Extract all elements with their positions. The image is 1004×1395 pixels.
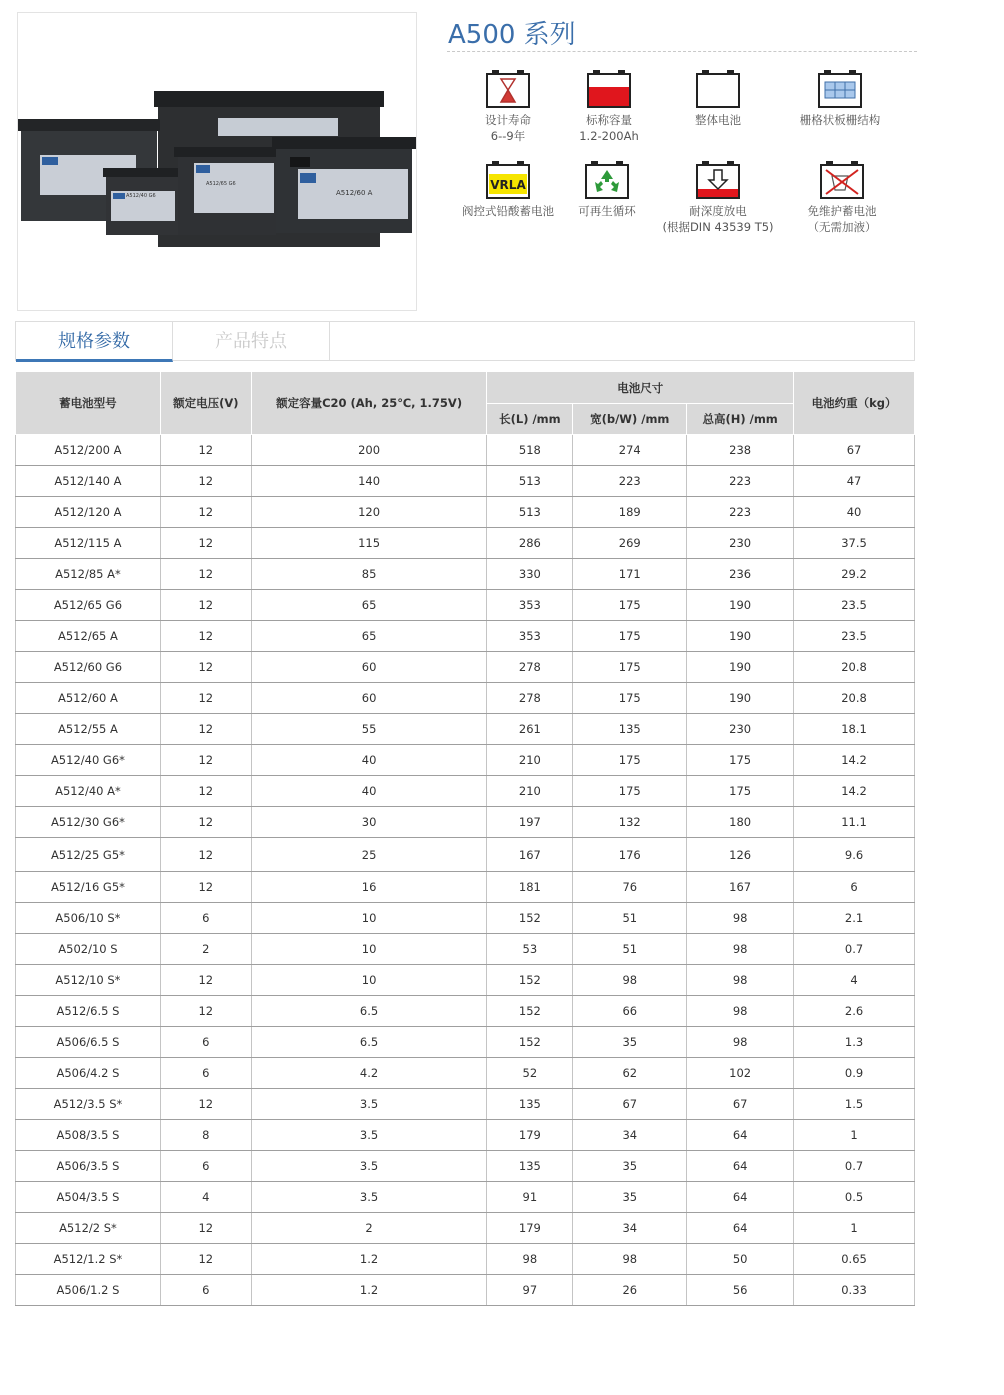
table-row — [16, 934, 915, 965]
cell-length: 210 — [487, 745, 573, 776]
page-title: A500 系列 — [448, 20, 576, 50]
cell-capacity: 40 — [251, 745, 487, 776]
cell-height: 98 — [687, 934, 794, 965]
hourglass-battery-icon — [484, 69, 532, 109]
cell-length: 330 — [487, 559, 573, 590]
table-row — [16, 965, 915, 996]
cell-height: 98 — [687, 903, 794, 934]
table-row — [16, 745, 915, 776]
table-row — [16, 435, 915, 466]
cell-width: 35 — [573, 1027, 687, 1058]
cell-voltage: 6 — [160, 903, 251, 934]
cell-model: A512/3.5 S* — [16, 1089, 161, 1120]
feature-monobloc — [658, 69, 778, 128]
header-dimensions: 电池尺寸 — [487, 372, 794, 404]
cell-capacity: 140 — [251, 466, 487, 497]
cell-length: 152 — [487, 1027, 573, 1058]
cell-weight: 1.3 — [794, 1027, 915, 1058]
battery-label-medium: A512/65 G6 — [206, 181, 236, 187]
cell-voltage: 12 — [160, 872, 251, 903]
feature-deep-discharge — [658, 160, 778, 235]
cell-length: 513 — [487, 497, 573, 528]
cell-voltage: 4 — [160, 1182, 251, 1213]
cell-width: 67 — [573, 1089, 687, 1120]
cell-capacity: 1.2 — [251, 1275, 487, 1306]
cell-capacity: 6.5 — [251, 1027, 487, 1058]
cell-weight: 14.2 — [794, 776, 915, 807]
cell-voltage: 12 — [160, 559, 251, 590]
header-height: 总高(H) /mm — [687, 404, 794, 435]
tab-bar — [15, 321, 915, 361]
cell-height: 64 — [687, 1213, 794, 1244]
feature-design-life-label: 设计寿命 — [485, 113, 531, 127]
cell-width: 175 — [573, 590, 687, 621]
cell-width: 98 — [573, 965, 687, 996]
table-row — [16, 1182, 915, 1213]
cell-weight: 9.6 — [794, 838, 915, 872]
cell-voltage: 12 — [160, 528, 251, 559]
feature-capacity-value: 1.2-200Ah — [579, 129, 639, 143]
cell-length: 181 — [487, 872, 573, 903]
cell-voltage: 12 — [160, 683, 251, 714]
cell-model: A506/1.2 S — [16, 1275, 161, 1306]
cell-length: 91 — [487, 1182, 573, 1213]
cell-model: A512/30 G6* — [16, 807, 161, 838]
cell-capacity: 25 — [251, 838, 487, 872]
cell-model: A512/65 A — [16, 621, 161, 652]
table-row — [16, 1120, 915, 1151]
header-capacity: 额定容量C20 (Ah, 25℃, 1.75V) — [251, 372, 487, 435]
cell-voltage: 12 — [160, 714, 251, 745]
vrla-battery-icon — [484, 160, 532, 200]
cell-model: A512/40 G6* — [16, 745, 161, 776]
cell-weight: 0.65 — [794, 1244, 915, 1275]
cell-weight: 6 — [794, 872, 915, 903]
table-row — [16, 872, 915, 903]
cell-height: 175 — [687, 745, 794, 776]
cell-length: 261 — [487, 714, 573, 745]
cell-capacity: 10 — [251, 903, 487, 934]
table-row — [16, 1027, 915, 1058]
cell-model: A512/65 G6 — [16, 590, 161, 621]
cell-weight: 0.7 — [794, 1151, 915, 1182]
cell-voltage: 12 — [160, 776, 251, 807]
cell-model: A512/200 A — [16, 435, 161, 466]
cell-width: 66 — [573, 996, 687, 1027]
cell-height: 98 — [687, 965, 794, 996]
cell-height: 223 — [687, 466, 794, 497]
spec-table — [15, 371, 915, 1306]
tab-specs[interactable]: 规格参数 — [16, 322, 173, 362]
cell-length: 353 — [487, 590, 573, 621]
cell-height: 56 — [687, 1275, 794, 1306]
cell-capacity: 85 — [251, 559, 487, 590]
cell-height: 223 — [687, 497, 794, 528]
battery-label-small: A512/40 G6 — [126, 193, 156, 199]
cell-height: 98 — [687, 1027, 794, 1058]
cell-width: 51 — [573, 934, 687, 965]
cell-model: A506/6.5 S — [16, 1027, 161, 1058]
cell-weight: 1 — [794, 1213, 915, 1244]
cell-capacity: 65 — [251, 590, 487, 621]
deep-discharge-battery-icon — [694, 160, 742, 200]
cell-weight: 2.6 — [794, 996, 915, 1027]
cell-length: 152 — [487, 965, 573, 996]
header-length: 长(L) /mm — [487, 404, 573, 435]
title-divider — [447, 51, 917, 52]
tab-features[interactable]: 产品特点 — [173, 322, 330, 361]
cell-length: 135 — [487, 1151, 573, 1182]
grid-plate-battery-icon — [816, 69, 864, 109]
cell-height: 67 — [687, 1089, 794, 1120]
cell-model: A512/10 S* — [16, 965, 161, 996]
cell-length: 278 — [487, 683, 573, 714]
cell-height: 190 — [687, 683, 794, 714]
cell-height: 102 — [687, 1058, 794, 1089]
cell-length: 98 — [487, 1244, 573, 1275]
cell-weight: 29.2 — [794, 559, 915, 590]
cell-voltage: 12 — [160, 497, 251, 528]
cell-capacity: 3.5 — [251, 1151, 487, 1182]
cell-height: 230 — [687, 528, 794, 559]
feature-design-life-value: 6--9年 — [490, 129, 526, 143]
cell-model: A512/1.2 S* — [16, 1244, 161, 1275]
cell-voltage: 12 — [160, 965, 251, 996]
cell-model: A504/3.5 S — [16, 1182, 161, 1213]
cell-width: 175 — [573, 745, 687, 776]
cell-voltage: 8 — [160, 1120, 251, 1151]
cell-model: A512/60 A — [16, 683, 161, 714]
cell-capacity: 200 — [251, 435, 487, 466]
cell-width: 26 — [573, 1275, 687, 1306]
cell-height: 175 — [687, 776, 794, 807]
cell-capacity: 120 — [251, 497, 487, 528]
cell-voltage: 12 — [160, 807, 251, 838]
cell-model: A512/25 G5* — [16, 838, 161, 872]
table-row — [16, 1244, 915, 1275]
cell-capacity: 3.5 — [251, 1089, 487, 1120]
cell-model: A512/85 A* — [16, 559, 161, 590]
table-row — [16, 683, 915, 714]
cell-length: 97 — [487, 1275, 573, 1306]
cell-length: 53 — [487, 934, 573, 965]
cell-model: A512/40 A* — [16, 776, 161, 807]
cell-capacity: 115 — [251, 528, 487, 559]
cell-weight: 67 — [794, 435, 915, 466]
recycle-battery-icon — [583, 160, 631, 200]
cell-height: 64 — [687, 1151, 794, 1182]
table-row — [16, 903, 915, 934]
feature-maintenance-free-label: 免维护蓄电池 — [807, 204, 877, 218]
cell-capacity: 16 — [251, 872, 487, 903]
cell-model: A502/10 S — [16, 934, 161, 965]
cell-length: 513 — [487, 466, 573, 497]
cell-voltage: 6 — [160, 1027, 251, 1058]
cell-model: A512/120 A — [16, 497, 161, 528]
cell-width: 51 — [573, 903, 687, 934]
cell-voltage: 12 — [160, 1089, 251, 1120]
cell-model: A512/2 S* — [16, 1213, 161, 1244]
cell-voltage: 6 — [160, 1151, 251, 1182]
cell-length: 197 — [487, 807, 573, 838]
cell-capacity: 30 — [251, 807, 487, 838]
cell-weight: 37.5 — [794, 528, 915, 559]
cell-model: A506/3.5 S — [16, 1151, 161, 1182]
cell-width: 35 — [573, 1182, 687, 1213]
table-row — [16, 1275, 915, 1306]
battery-label-large: A512/60 A — [336, 189, 373, 197]
cell-weight: 1.5 — [794, 1089, 915, 1120]
cell-height: 50 — [687, 1244, 794, 1275]
feature-recycle — [547, 160, 667, 219]
cell-width: 189 — [573, 497, 687, 528]
spec-table-body — [16, 435, 915, 1306]
cell-weight: 0.33 — [794, 1275, 915, 1306]
cell-height: 180 — [687, 807, 794, 838]
feature-vrla-label: 阀控式铅酸蓄电池 — [462, 204, 554, 218]
cell-weight: 11.1 — [794, 807, 915, 838]
cell-weight: 1 — [794, 1120, 915, 1151]
header-voltage: 额定电压(V) — [160, 372, 251, 435]
cell-capacity: 60 — [251, 652, 487, 683]
cell-voltage: 2 — [160, 934, 251, 965]
table-row — [16, 1151, 915, 1182]
table-row — [16, 838, 915, 872]
cell-capacity: 3.5 — [251, 1120, 487, 1151]
cell-length: 152 — [487, 996, 573, 1027]
capacity-battery-icon — [585, 69, 633, 109]
feature-grid-plate — [780, 69, 900, 128]
cell-capacity: 40 — [251, 776, 487, 807]
cell-capacity: 1.2 — [251, 1244, 487, 1275]
cell-width: 269 — [573, 528, 687, 559]
cell-height: 190 — [687, 652, 794, 683]
feature-capacity-label: 标称容量 — [586, 113, 632, 127]
feature-deep-discharge-note: (根据DIN 43539 T5) — [662, 220, 774, 234]
battery-group-illustration — [18, 13, 417, 311]
cell-width: 175 — [573, 776, 687, 807]
table-row — [16, 528, 915, 559]
cell-width: 76 — [573, 872, 687, 903]
table-row — [16, 1089, 915, 1120]
cell-length: 167 — [487, 838, 573, 872]
cell-width: 34 — [573, 1120, 687, 1151]
cell-voltage: 12 — [160, 621, 251, 652]
cell-length: 210 — [487, 776, 573, 807]
cell-height: 167 — [687, 872, 794, 903]
feature-maintenance-free-note: （无需加液） — [807, 220, 877, 234]
cell-model: A512/140 A — [16, 466, 161, 497]
table-row — [16, 559, 915, 590]
cell-weight: 0.7 — [794, 934, 915, 965]
feature-monobloc-label: 整体电池 — [695, 113, 741, 127]
cell-length: 135 — [487, 1089, 573, 1120]
cell-weight: 18.1 — [794, 714, 915, 745]
table-row — [16, 497, 915, 528]
cell-height: 230 — [687, 714, 794, 745]
table-row — [16, 652, 915, 683]
cell-length: 518 — [487, 435, 573, 466]
cell-capacity: 6.5 — [251, 996, 487, 1027]
table-row — [16, 1058, 915, 1089]
cell-width: 175 — [573, 652, 687, 683]
cell-height: 64 — [687, 1120, 794, 1151]
cell-voltage: 12 — [160, 745, 251, 776]
cell-voltage: 12 — [160, 1213, 251, 1244]
cell-weight: 2.1 — [794, 903, 915, 934]
cell-length: 179 — [487, 1120, 573, 1151]
cell-model: A512/60 G6 — [16, 652, 161, 683]
feature-capacity — [549, 69, 669, 144]
cell-weight: 0.5 — [794, 1182, 915, 1213]
cell-voltage: 12 — [160, 838, 251, 872]
cell-height: 236 — [687, 559, 794, 590]
feature-maintenance-free — [782, 160, 902, 235]
cell-voltage: 12 — [160, 652, 251, 683]
maintenance-free-battery-icon — [818, 160, 866, 200]
cell-capacity: 60 — [251, 683, 487, 714]
cell-capacity: 2 — [251, 1213, 487, 1244]
cell-height: 238 — [687, 435, 794, 466]
cell-capacity: 10 — [251, 934, 487, 965]
table-row — [16, 996, 915, 1027]
cell-height: 98 — [687, 996, 794, 1027]
cell-weight: 40 — [794, 497, 915, 528]
feature-recycle-label: 可再生循环 — [578, 204, 636, 218]
cell-width: 135 — [573, 714, 687, 745]
cell-model: A512/55 A — [16, 714, 161, 745]
cell-weight: 23.5 — [794, 590, 915, 621]
cell-length: 179 — [487, 1213, 573, 1244]
cell-voltage: 6 — [160, 1275, 251, 1306]
cell-model: A506/10 S* — [16, 903, 161, 934]
cell-length: 52 — [487, 1058, 573, 1089]
cell-model: A512/16 G5* — [16, 872, 161, 903]
cell-weight: 47 — [794, 466, 915, 497]
table-row — [16, 590, 915, 621]
cell-voltage: 12 — [160, 466, 251, 497]
header-weight: 电池约重（kg） — [794, 372, 915, 435]
cell-model: A512/115 A — [16, 528, 161, 559]
product-photo — [17, 12, 417, 311]
cell-capacity: 4.2 — [251, 1058, 487, 1089]
table-row — [16, 466, 915, 497]
cell-capacity: 55 — [251, 714, 487, 745]
header-model: 蓄电池型号 — [16, 372, 161, 435]
cell-width: 223 — [573, 466, 687, 497]
cell-voltage: 12 — [160, 590, 251, 621]
cell-voltage: 12 — [160, 1244, 251, 1275]
cell-length: 286 — [487, 528, 573, 559]
cell-width: 132 — [573, 807, 687, 838]
cell-weight: 14.2 — [794, 745, 915, 776]
cell-width: 176 — [573, 838, 687, 872]
cell-capacity: 10 — [251, 965, 487, 996]
feature-grid-plate-label: 栅格状板栅结构 — [799, 113, 881, 127]
feature-deep-discharge-label: 耐深度放电 — [689, 204, 747, 218]
cell-length: 278 — [487, 652, 573, 683]
cell-weight: 23.5 — [794, 621, 915, 652]
table-row — [16, 714, 915, 745]
cell-model: A506/4.2 S — [16, 1058, 161, 1089]
table-row — [16, 776, 915, 807]
cell-voltage: 6 — [160, 1058, 251, 1089]
cell-voltage: 12 — [160, 996, 251, 1027]
cell-voltage: 12 — [160, 435, 251, 466]
cell-width: 171 — [573, 559, 687, 590]
cell-width: 35 — [573, 1151, 687, 1182]
cell-width: 175 — [573, 683, 687, 714]
cell-capacity: 65 — [251, 621, 487, 652]
cell-width: 34 — [573, 1213, 687, 1244]
cell-capacity: 3.5 — [251, 1182, 487, 1213]
cell-weight: 4 — [794, 965, 915, 996]
cell-length: 152 — [487, 903, 573, 934]
cell-weight: 0.9 — [794, 1058, 915, 1089]
cell-width: 98 — [573, 1244, 687, 1275]
cell-height: 64 — [687, 1182, 794, 1213]
monobloc-battery-icon — [694, 69, 742, 109]
cell-height: 126 — [687, 838, 794, 872]
cell-weight: 20.8 — [794, 683, 915, 714]
cell-weight: 20.8 — [794, 652, 915, 683]
cell-height: 190 — [687, 621, 794, 652]
vrla-badge-text: VRLA — [490, 178, 526, 192]
cell-height: 190 — [687, 590, 794, 621]
table-row — [16, 807, 915, 838]
cell-length: 353 — [487, 621, 573, 652]
cell-model: A512/6.5 S — [16, 996, 161, 1027]
table-row — [16, 1213, 915, 1244]
cell-width: 175 — [573, 621, 687, 652]
header-width: 宽(b/W) /mm — [573, 404, 687, 435]
cell-width: 62 — [573, 1058, 687, 1089]
cell-model: A508/3.5 S — [16, 1120, 161, 1151]
cell-width: 274 — [573, 435, 687, 466]
table-row — [16, 621, 915, 652]
